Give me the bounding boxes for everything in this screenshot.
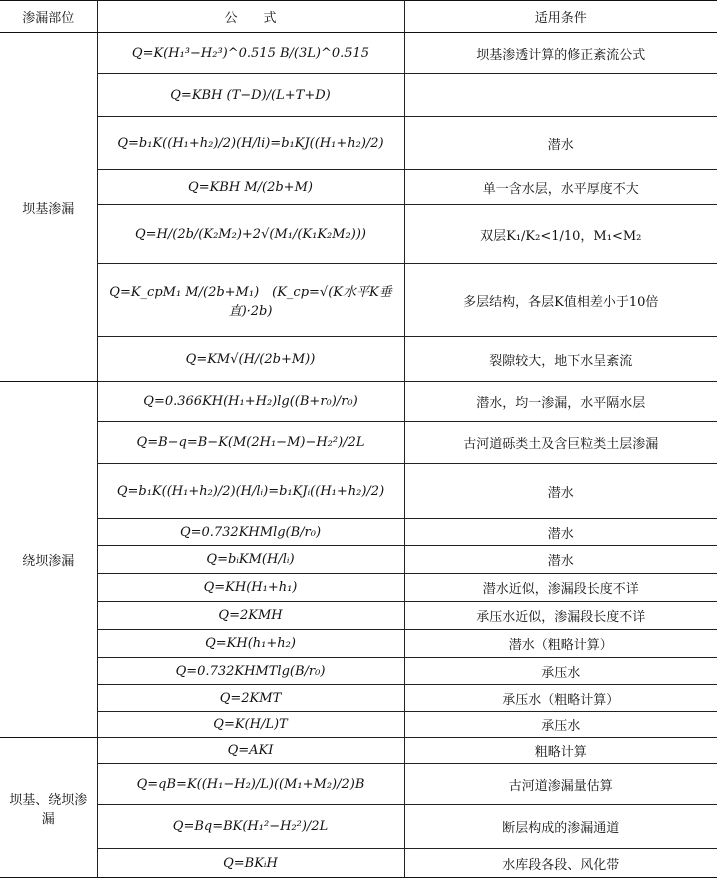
table-row [0,33,717,74]
condition-cell: 潜水，均一渗漏，水平隔水层 [404,382,717,422]
formula-cell: Q=H/(2b/(K₂M₂)+2√(M₁/(K₁K₂M₂))) [97,205,404,264]
condition-cell: 潜水 [404,546,717,574]
table-row [0,170,717,205]
condition-cell: 双层K₁/K₂<1/10，M₁<M₂ [404,205,717,264]
condition-cell: 潜水近似，渗漏段长度不详 [404,574,717,602]
table-row [0,738,717,764]
condition-cell [404,74,717,117]
table-row [0,630,717,658]
formula-cell: Q=0.732KHMlg(B/r₀) [97,519,404,546]
table-row [0,602,717,630]
formula-cell: Q=KH(H₁+h₁) [97,574,404,602]
condition-cell: 水库段各段、风化带 [404,849,717,878]
formula-cell: Q=KH(h₁+h₂) [97,630,404,658]
formula-cell: Q=Bq=BK(H₁²−H₂²)/2L [97,805,404,849]
table-row [0,685,717,712]
group-label-around-dam: 绕坝渗漏 [0,382,97,738]
table-row [0,712,717,738]
formula-cell: Q=KBH M/(2b+M) [97,170,404,205]
formula-cell: Q=bᵢKM(H/lᵢ) [97,546,404,574]
table-row [0,849,717,878]
table-row [0,805,717,849]
formula-cell: Q=b₁K((H₁+h₂)/2)(H/lᵢ)=b₁KJᵢ((H₁+h₂)/2) [97,464,404,519]
condition-cell: 裂隙较大，地下水呈紊流 [404,337,717,382]
formula-cell: Q=K_cpM₁ M/(2b+M₁) (K_cp=√(K水平K垂直)·2b) [97,264,404,337]
header-row [0,1,717,33]
formula-cell: Q=0.732KHMTlg(B/r₀) [97,658,404,685]
condition-cell: 潜水 [404,464,717,519]
table-row [0,117,717,170]
formula-cell: Q=AKI [97,738,404,764]
formula-cell: Q=K(H/L)T [97,712,404,738]
table-row [0,764,717,805]
table-row [0,264,717,337]
table-row [0,74,717,117]
formula-cell: Q=B−q=B−K(M(2H₁−M)−H₂²)/2L [97,422,404,464]
table-row [0,382,717,422]
condition-cell: 潜水（粗略计算） [404,630,717,658]
formula-cell: Q=0.366KH(H₁+H₂)lg((B+r₀)/r₀) [97,382,404,422]
formula-cell: Q=qB=K((H₁−H₂)/L)((M₁+M₂)/2)B [97,764,404,805]
table-row [0,205,717,264]
table-row [0,337,717,382]
condition-cell: 多层结构，各层K值相差小于10倍 [404,264,717,337]
group-label-combined: 坝基、绕坝渗漏 [0,738,97,878]
table-row [0,574,717,602]
formula-cell: Q=KM√(H/(2b+M)) [97,337,404,382]
formula-cell: Q=2KMT [97,685,404,712]
header-condition: 适用条件 [404,1,717,33]
condition-cell: 承压水 [404,658,717,685]
formula-cell: Q=KBH (T−D)/(L+T+D) [97,74,404,117]
condition-cell: 承压水（粗略计算） [404,685,717,712]
condition-cell: 古河道渗漏量估算 [404,764,717,805]
condition-cell: 粗略计算 [404,738,717,764]
formula-cell: Q=K(H₁³−H₂³)^0.515 B/(3L)^0.515 [97,33,404,74]
condition-cell: 断层构成的渗漏通道 [404,805,717,849]
condition-cell: 古河道砾类土及含巨粒类土层渗漏 [404,422,717,464]
table-row [0,519,717,546]
condition-cell: 潜水 [404,519,717,546]
header-formula: 公 式 [97,1,404,33]
condition-cell: 单一含水层，水平厚度不大 [404,170,717,205]
table-row [0,658,717,685]
table-row [0,422,717,464]
formula-cell: Q=2KMH [97,602,404,630]
condition-cell: 承压水近似，渗漏段长度不详 [404,602,717,630]
formula-cell: Q=b₁K((H₁+h₂)/2)(H/li)=b₁KJ((H₁+h₂)/2) [97,117,404,170]
condition-cell: 承压水 [404,712,717,738]
header-location: 渗漏部位 [0,1,97,33]
formula-cell: Q=BKᵢH [97,849,404,878]
table-row [0,464,717,519]
condition-cell: 潜水 [404,117,717,170]
condition-cell: 坝基渗透计算的修正紊流公式 [404,33,717,74]
table-row [0,546,717,574]
group-label-dam-foundation: 坝基渗漏 [0,33,97,382]
